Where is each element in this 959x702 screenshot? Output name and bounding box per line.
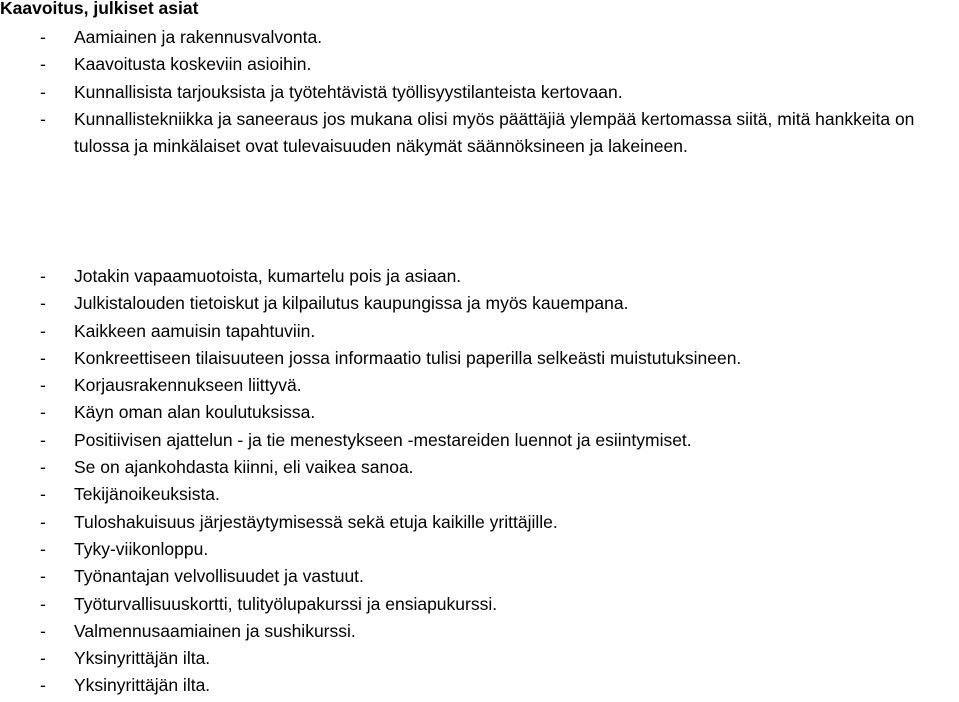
list-item-text: Se on ajankohdasta kiinni, eli vaikea sanoa. — [74, 457, 414, 478]
dash-bullet: - — [40, 429, 46, 450]
section-heading: Kaavoitus, julkiset asiat — [0, 0, 199, 18]
list-item — [0, 372, 741, 399]
list-item-text: Tuloshakuisuus järjestäytymisessä sekä etuja kaikille yrittäjille. — [74, 511, 558, 532]
list-item-text: Yksinyrittäjän ilta. — [74, 675, 211, 696]
list-item — [0, 563, 741, 590]
list-item — [0, 106, 959, 161]
list-item-text: Konkreettiseen tilaisuuteen jossa informaatio tulisi paperilla selkeästi muistutuksineen. — [74, 347, 742, 368]
list-item-text: Työturvallisuuskortti, tulityölupakurssi ja ensiapukurssi. — [74, 593, 498, 614]
list-item-text: Jotakin vapaamuotoista, kumartelu pois ja asiaan. — [74, 266, 462, 286]
dash-bullet: - — [40, 108, 46, 129]
list-item — [0, 672, 741, 699]
dash-bullet: - — [40, 27, 46, 47]
bullet-list-1 — [0, 24, 959, 160]
list-item-text: Kunnallisista tarjouksista ja työtehtävistä työllisyystilanteista kertovaan. — [74, 81, 623, 102]
list-item — [0, 79, 959, 106]
dash-bullet: - — [40, 675, 46, 696]
dash-bullet: - — [40, 402, 46, 423]
dash-bullet: - — [40, 347, 46, 368]
dash-bullet: - — [40, 620, 46, 641]
list-item — [0, 481, 741, 508]
dash-bullet: - — [40, 511, 46, 532]
list-item-text: Julkistalouden tietoiskut ja kilpailutus kaupungissa ja myös kauempana. — [74, 293, 629, 314]
list-item — [0, 318, 741, 345]
list-item-text: Kaavoitusta koskeviin asioihin. — [74, 54, 312, 75]
dash-bullet: - — [40, 457, 46, 478]
list-item-text: Käyn oman alan koulutuksissa. — [74, 402, 316, 423]
list-item — [0, 427, 741, 454]
list-item-text: Tyky-viikonloppu. — [74, 538, 209, 559]
list-item — [0, 263, 741, 290]
list-item — [0, 290, 741, 317]
dash-bullet: - — [40, 538, 46, 559]
dash-bullet: - — [40, 293, 46, 314]
list-item-text: Korjausrakennukseen liittyvä. — [74, 375, 302, 396]
list-item-text: Työnantajan velvollisuudet ja vastuut. — [74, 566, 364, 587]
list-item — [0, 51, 959, 78]
list-item — [0, 591, 741, 618]
dash-bullet: - — [40, 566, 46, 587]
dash-bullet: - — [40, 648, 46, 669]
dash-bullet: - — [40, 593, 46, 614]
list-item — [0, 618, 741, 645]
list-item — [0, 536, 741, 563]
dash-bullet: - — [40, 81, 46, 102]
list-item-text: Valmennusaamiainen ja sushikurssi. — [74, 620, 356, 641]
list-item — [0, 24, 959, 51]
list-item — [0, 399, 741, 426]
list-item-text: Tekijänoikeuksista. — [74, 484, 220, 505]
dash-bullet: - — [40, 375, 46, 396]
list-item — [0, 509, 741, 536]
list-item — [0, 454, 741, 481]
list-item — [0, 345, 741, 372]
dash-bullet: - — [40, 484, 46, 505]
dash-bullet: - — [40, 320, 46, 341]
list-item-text: Kunnallistekniikka ja saneeraus jos mukana olisi myös päättäjiä ylempää kertomassa siitä, mitä hankkeita on tulossa ja minkälaiset ovat tulevaisuuden näkymät säännöksineen ja lakeineen. — [74, 108, 915, 157]
dash-bullet: - — [40, 266, 46, 286]
dash-bullet: - — [40, 54, 46, 75]
list-item-text: Positiivisen ajattelun - ja tie menestykseen -mestareiden luennot ja esiintymiset. — [74, 429, 692, 450]
list-item-text: Yksinyrittäjän ilta. — [74, 648, 211, 669]
list-item — [0, 645, 741, 672]
list-item-text: Kaikkeen aamuisin tapahtuviin. — [74, 320, 316, 341]
list-item-text: Aamiainen ja rakennusvalvonta. — [74, 27, 323, 47]
bullet-list-2 — [0, 263, 741, 700]
